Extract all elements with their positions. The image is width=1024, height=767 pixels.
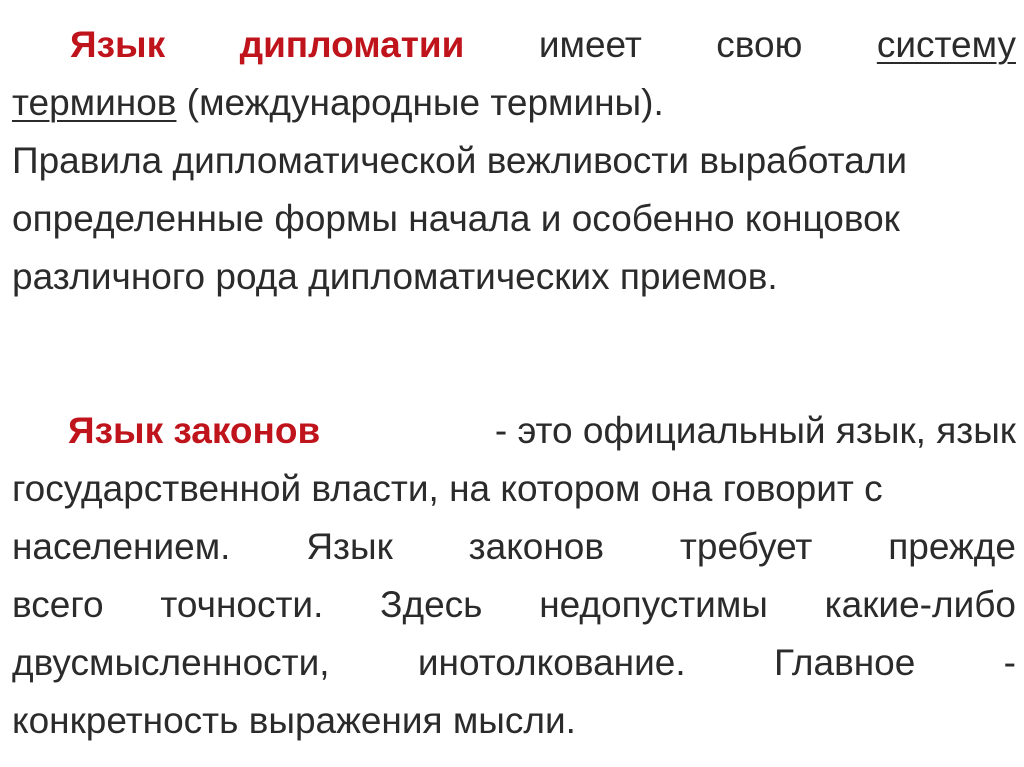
diplomacy-word-own: свою bbox=[716, 24, 803, 65]
diplomacy-term-word-2: дипломатии bbox=[239, 24, 465, 65]
diplomacy-line-2 bbox=[12, 74, 1016, 132]
laws-line-3 bbox=[12, 518, 1016, 576]
diplomacy-line-1 bbox=[12, 16, 1016, 74]
diplomacy-word-terms: терминов bbox=[12, 82, 177, 123]
diplomacy-line-4: определенные формы начала и особенно концовок bbox=[12, 198, 900, 239]
diplomacy-paragraph bbox=[12, 16, 1016, 306]
diplomacy-line-3: Правила дипломатической вежливости выработали bbox=[12, 140, 908, 181]
laws-word-requires: требует bbox=[679, 526, 813, 567]
laws-word-first: прежде bbox=[888, 526, 1016, 567]
diplomacy-terms-note: (международные термины). bbox=[176, 82, 664, 123]
laws-word-misinterpretation: инотолкование. bbox=[417, 642, 686, 683]
laws-line-6: конкретность выражения мысли. bbox=[12, 700, 576, 741]
laws-word-language: Язык bbox=[306, 526, 393, 567]
laws-term: Язык законов bbox=[68, 410, 321, 451]
laws-definition-start: - это официальный язык, язык bbox=[484, 410, 1016, 451]
laws-word-ambiguity: двусмысленности, bbox=[12, 642, 330, 683]
laws-word-any: какие-либо bbox=[824, 584, 1016, 625]
laws-word-unacceptable: недопустимы bbox=[539, 584, 768, 625]
diplomacy-word-has: имеет bbox=[538, 24, 642, 65]
laws-line-1 bbox=[12, 402, 1016, 460]
laws-dash: - bbox=[1003, 642, 1016, 683]
laws-word-precision: точности. bbox=[160, 584, 324, 625]
laws-line-5 bbox=[12, 634, 1016, 692]
laws-line-4 bbox=[12, 576, 1016, 634]
laws-line-2: государственной власти, на котором она говорит с bbox=[12, 468, 883, 509]
diplomacy-word-system: систему bbox=[876, 24, 1016, 65]
laws-word-here: Здесь bbox=[380, 584, 483, 625]
laws-word-population: населением. bbox=[12, 526, 231, 567]
laws-word-main: Главное bbox=[773, 642, 916, 683]
laws-word-laws: законов bbox=[468, 526, 605, 567]
laws-paragraph bbox=[12, 402, 1016, 750]
laws-word-all: всего bbox=[12, 584, 104, 625]
diplomacy-line-5: различного рода дипломатических приемов. bbox=[12, 256, 778, 297]
diplomacy-term-word-1: Язык bbox=[70, 24, 166, 65]
